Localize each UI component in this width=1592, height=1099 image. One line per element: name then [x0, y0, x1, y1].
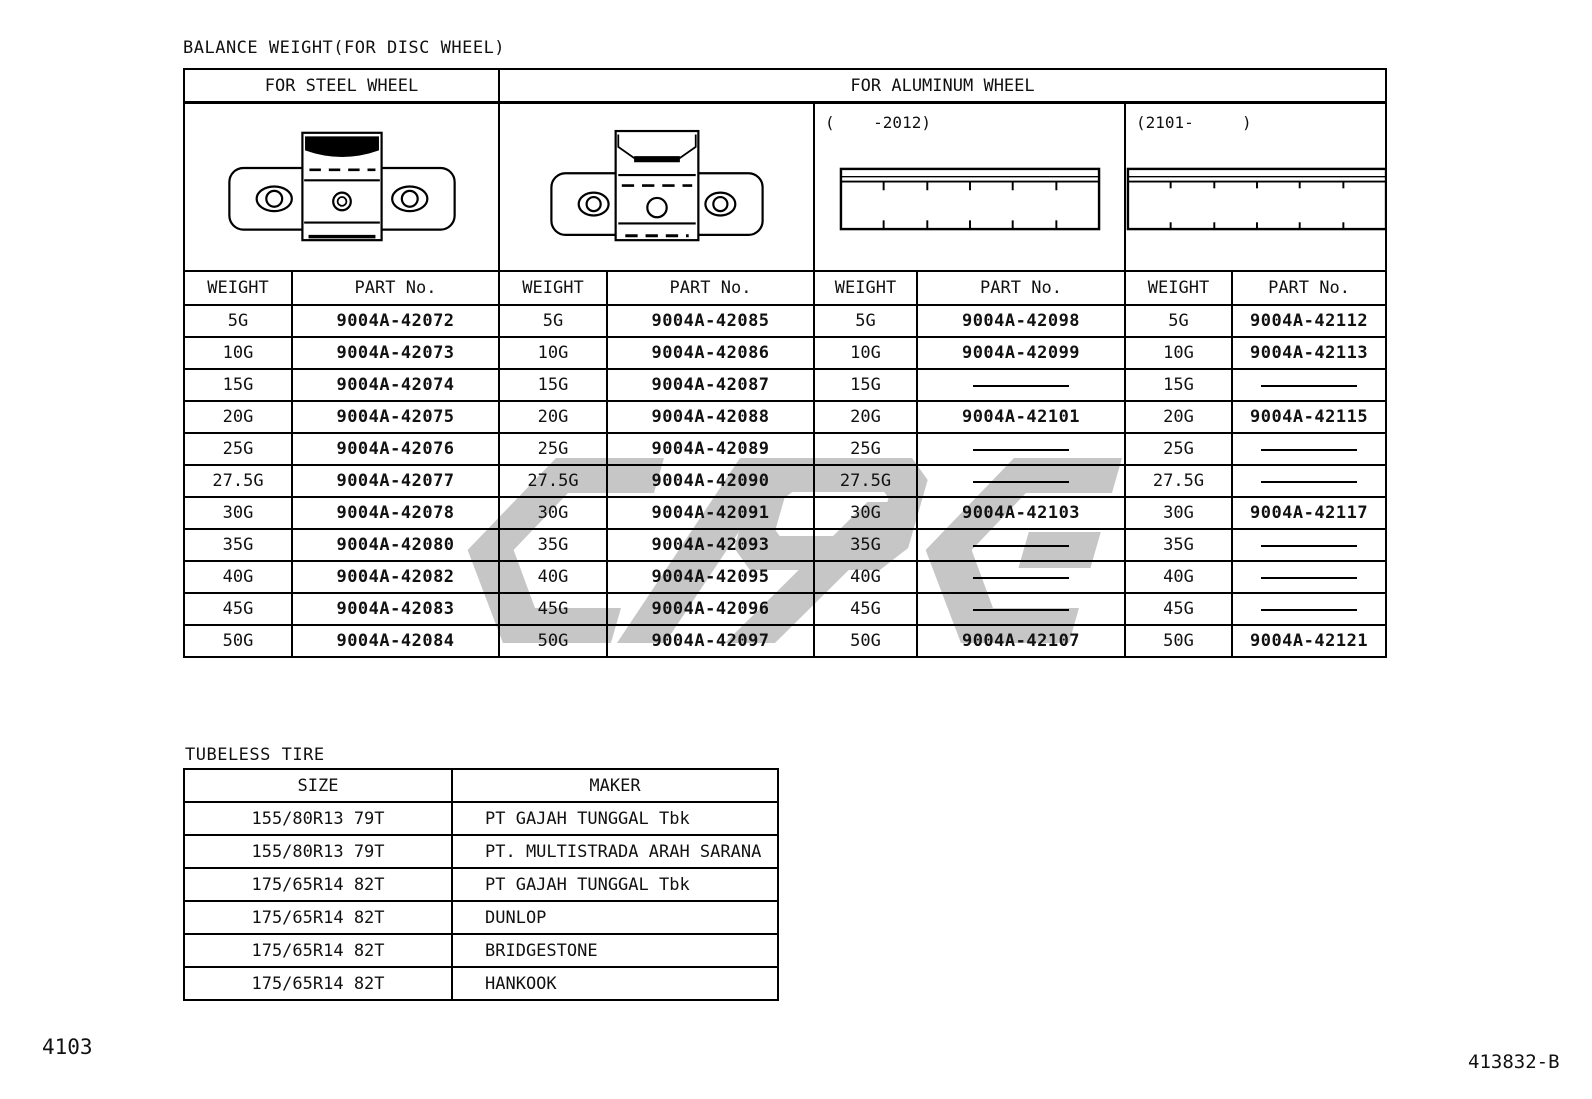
- part-number-cell: 9004A-42107: [917, 625, 1125, 657]
- date-range-label-2012: ( -2012): [825, 113, 931, 132]
- part-number-cell: 9004A-42090: [607, 465, 814, 497]
- page-number: 4103: [42, 1035, 93, 1059]
- weight-cell: 27.5G: [814, 465, 917, 497]
- drawings-row: [184, 103, 1386, 272]
- weight-cell: 50G: [499, 625, 607, 657]
- dash-line: [1261, 385, 1357, 387]
- balance-weight-row: [184, 369, 1386, 401]
- tubeless-tire-row: [184, 802, 778, 835]
- weight-cell: 10G: [499, 337, 607, 369]
- weight-cell: 45G: [814, 593, 917, 625]
- column-header-row: [184, 271, 1386, 305]
- weight-cell: 50G: [184, 625, 292, 657]
- part-no-column-header: PART No.: [607, 271, 814, 305]
- tubeless-tire-row: [184, 901, 778, 934]
- no-part-dash-cell: [917, 561, 1125, 593]
- strip-weight-2101-cell: [1125, 103, 1386, 272]
- strip-weight-2012-cell: [814, 103, 1125, 272]
- part-number-cell: 9004A-42074: [292, 369, 499, 401]
- dash-line: [973, 385, 1069, 387]
- dash-line: [973, 577, 1069, 579]
- section-header-steel: FOR STEEL WHEEL: [184, 69, 499, 103]
- tubeless-tire-table: [183, 768, 779, 1001]
- part-number-cell: 9004A-42099: [917, 337, 1125, 369]
- no-part-dash-cell: [917, 529, 1125, 561]
- no-part-dash-cell: [917, 369, 1125, 401]
- balance-weight-row: [184, 625, 1386, 657]
- no-part-dash-cell: [1232, 529, 1386, 561]
- no-part-dash-cell: [1232, 593, 1386, 625]
- part-no-column-header: PART No.: [292, 271, 499, 305]
- weight-cell: 27.5G: [184, 465, 292, 497]
- weight-cell: 50G: [1125, 625, 1232, 657]
- weight-cell: 35G: [499, 529, 607, 561]
- part-number-cell: 9004A-42083: [292, 593, 499, 625]
- part-number-cell: 9004A-42078: [292, 497, 499, 529]
- part-number-cell: 9004A-42084: [292, 625, 499, 657]
- page-title: BALANCE WEIGHT(FOR DISC WHEEL): [183, 38, 506, 58]
- tubeless-tire-row: [184, 835, 778, 868]
- part-number-cell: 9004A-42097: [607, 625, 814, 657]
- weight-cell: 30G: [184, 497, 292, 529]
- maker-column-header: MAKER: [452, 769, 778, 802]
- tire-size-cell: 175/65R14 82T: [184, 967, 452, 1000]
- weight-cell: 45G: [499, 593, 607, 625]
- tire-maker-cell: DUNLOP: [452, 901, 778, 934]
- aluminum-clip-weight-drawing: [517, 124, 797, 256]
- section-header-aluminum: FOR ALUMINUM WHEEL: [499, 69, 1386, 103]
- balance-weight-row: [184, 465, 1386, 497]
- weight-cell: 45G: [184, 593, 292, 625]
- strip-weight-drawing-2101: [1126, 164, 1386, 234]
- weight-cell: 40G: [184, 561, 292, 593]
- weight-cell: 10G: [184, 337, 292, 369]
- part-number-cell: 9004A-42091: [607, 497, 814, 529]
- part-number-cell: 9004A-42072: [292, 305, 499, 337]
- doc-number: 413832-B: [1468, 1051, 1560, 1073]
- no-part-dash-cell: [917, 465, 1125, 497]
- part-number-cell: 9004A-42086: [607, 337, 814, 369]
- no-part-dash-cell: [1232, 369, 1386, 401]
- part-number-cell: 9004A-42082: [292, 561, 499, 593]
- part-number-cell: 9004A-42093: [607, 529, 814, 561]
- tire-size-cell: 175/65R14 82T: [184, 868, 452, 901]
- part-no-column-header: PART No.: [917, 271, 1125, 305]
- balance-weight-row: [184, 401, 1386, 433]
- tubeless-tire-row: [184, 868, 778, 901]
- part-number-cell: 9004A-42089: [607, 433, 814, 465]
- no-part-dash-cell: [1232, 433, 1386, 465]
- weight-cell: 25G: [499, 433, 607, 465]
- part-number-cell: 9004A-42077: [292, 465, 499, 497]
- part-number-cell: 9004A-42088: [607, 401, 814, 433]
- part-number-cell: 9004A-42098: [917, 305, 1125, 337]
- weight-cell: 25G: [814, 433, 917, 465]
- tire-maker-cell: PT GAJAH TUNGGAL Tbk: [452, 868, 778, 901]
- part-number-cell: 9004A-42113: [1232, 337, 1386, 369]
- weight-cell: 15G: [1125, 369, 1232, 401]
- weight-cell: 30G: [1125, 497, 1232, 529]
- weight-cell: 27.5G: [1125, 465, 1232, 497]
- part-number-cell: 9004A-42095: [607, 561, 814, 593]
- balance-weight-row: [184, 305, 1386, 337]
- part-number-cell: 9004A-42115: [1232, 401, 1386, 433]
- part-number-cell: 9004A-42096: [607, 593, 814, 625]
- weight-cell: 25G: [184, 433, 292, 465]
- tubeless-header-row: [184, 769, 778, 802]
- tubeless-tire-row: [184, 967, 778, 1000]
- weight-column-header: WEIGHT: [184, 271, 292, 305]
- balance-weight-row: [184, 593, 1386, 625]
- part-number-cell: 9004A-42073: [292, 337, 499, 369]
- dash-line: [1261, 545, 1357, 547]
- dash-line: [973, 609, 1069, 611]
- balance-weight-table: [183, 68, 1387, 658]
- tire-maker-cell: PT GAJAH TUNGGAL Tbk: [452, 802, 778, 835]
- balance-weight-row: [184, 561, 1386, 593]
- weight-cell: 5G: [814, 305, 917, 337]
- balance-weight-row: [184, 529, 1386, 561]
- tubeless-tire-row: [184, 934, 778, 967]
- weight-cell: 5G: [184, 305, 292, 337]
- weight-column-header: WEIGHT: [814, 271, 917, 305]
- section-header-row: [184, 69, 1386, 103]
- balance-weight-row: [184, 497, 1386, 529]
- part-no-column-header: PART No.: [1232, 271, 1386, 305]
- weight-cell: 25G: [1125, 433, 1232, 465]
- weight-cell: 15G: [814, 369, 917, 401]
- weight-cell: 40G: [814, 561, 917, 593]
- weight-cell: 10G: [1125, 337, 1232, 369]
- dash-line: [1261, 481, 1357, 483]
- weight-cell: 35G: [184, 529, 292, 561]
- weight-cell: 15G: [184, 369, 292, 401]
- tire-size-cell: 175/65R14 82T: [184, 901, 452, 934]
- dash-line: [973, 449, 1069, 451]
- part-number-cell: 9004A-42112: [1232, 305, 1386, 337]
- dash-line: [1261, 609, 1357, 611]
- part-number-cell: 9004A-42103: [917, 497, 1125, 529]
- tire-size-cell: 155/80R13 79T: [184, 835, 452, 868]
- weight-cell: 30G: [499, 497, 607, 529]
- size-column-header: SIZE: [184, 769, 452, 802]
- steel-weight-drawing-cell: [184, 103, 499, 272]
- weight-cell: 20G: [499, 401, 607, 433]
- weight-column-header: WEIGHT: [499, 271, 607, 305]
- dash-line: [973, 545, 1069, 547]
- dash-line: [973, 481, 1069, 483]
- steel-clip-weight-drawing: [202, 124, 482, 256]
- weight-cell: 50G: [814, 625, 917, 657]
- part-number-cell: 9004A-42075: [292, 401, 499, 433]
- dash-line: [1261, 577, 1357, 579]
- weight-cell: 45G: [1125, 593, 1232, 625]
- weight-cell: 30G: [814, 497, 917, 529]
- weight-cell: 5G: [1125, 305, 1232, 337]
- weight-cell: 27.5G: [499, 465, 607, 497]
- no-part-dash-cell: [1232, 465, 1386, 497]
- weight-cell: 20G: [814, 401, 917, 433]
- weight-cell: 5G: [499, 305, 607, 337]
- no-part-dash-cell: [917, 593, 1125, 625]
- tire-maker-cell: HANKOOK: [452, 967, 778, 1000]
- no-part-dash-cell: [917, 433, 1125, 465]
- weight-cell: 35G: [814, 529, 917, 561]
- weight-cell: 20G: [184, 401, 292, 433]
- part-number-cell: 9004A-42076: [292, 433, 499, 465]
- balance-weight-row: [184, 433, 1386, 465]
- weight-cell: 10G: [814, 337, 917, 369]
- dash-line: [1261, 449, 1357, 451]
- part-number-cell: 9004A-42101: [917, 401, 1125, 433]
- weight-cell: 15G: [499, 369, 607, 401]
- no-part-dash-cell: [1232, 561, 1386, 593]
- weight-cell: 40G: [1125, 561, 1232, 593]
- part-number-cell: 9004A-42087: [607, 369, 814, 401]
- part-number-cell: 9004A-42080: [292, 529, 499, 561]
- tire-maker-cell: BRIDGESTONE: [452, 934, 778, 967]
- weight-cell: 40G: [499, 561, 607, 593]
- strip-weight-drawing-2012: [839, 164, 1101, 234]
- weight-cell: 20G: [1125, 401, 1232, 433]
- part-number-cell: 9004A-42121: [1232, 625, 1386, 657]
- balance-weight-row: [184, 337, 1386, 369]
- tire-maker-cell: PT. MULTISTRADA ARAH SARANA: [452, 835, 778, 868]
- tubeless-tire-title: TUBELESS TIRE: [185, 745, 325, 765]
- part-number-cell: 9004A-42085: [607, 305, 814, 337]
- weight-cell: 35G: [1125, 529, 1232, 561]
- aluminum-clip-weight-drawing-cell: [499, 103, 814, 272]
- tire-size-cell: 175/65R14 82T: [184, 934, 452, 967]
- tire-size-cell: 155/80R13 79T: [184, 802, 452, 835]
- part-number-cell: 9004A-42117: [1232, 497, 1386, 529]
- weight-column-header: WEIGHT: [1125, 271, 1232, 305]
- date-range-label-2101: (2101- ): [1136, 113, 1252, 132]
